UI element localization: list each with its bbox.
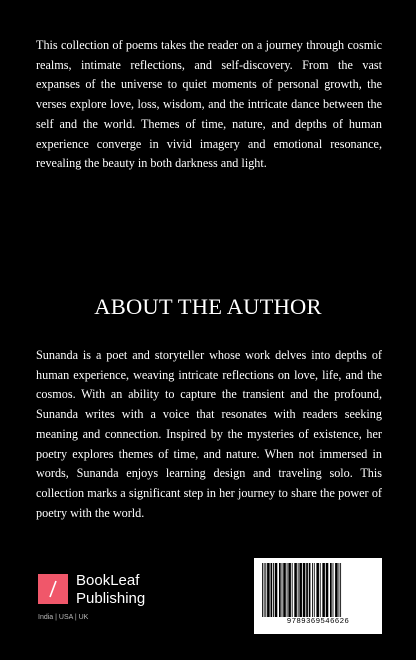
barcode-bar [316,563,319,617]
barcode-bar [283,563,286,617]
barcode-bar [333,563,334,617]
slash-icon [38,574,68,604]
barcode-bar [309,563,311,617]
barcode-bar [275,563,278,617]
barcode-bar [292,563,293,617]
barcode-bars [260,563,376,617]
barcode-bar [299,563,302,617]
barcode-bar [298,563,299,617]
author-bio: Sunanda is a poet and storyteller whose work delves into depths of human experience, weaving intricate reflections on love, life, and the cosmos. With an ability to capture the transient and the profound, Sunanda writes with a voice that resonates with readers seeking meaning and connection. Inspired by the mysteries of existence, her poetry explores themes of time, and nature. When not immersed in words, Sunanda enjoys learning design and traveling solo. This collection marks a significant step in her journey to share the power of poetry with the world. [36,348,382,520]
barcode-bar [330,563,332,617]
barcode-bar [335,563,338,617]
barcode-bar [294,563,297,617]
barcode-bar [288,563,291,617]
isbn-barcode [254,558,382,634]
barcode-bar [303,563,306,617]
barcode-bar [314,563,315,617]
barcode-bar [282,563,283,617]
publisher-name-line1: BookLeaf [76,572,140,589]
barcode-bar [273,563,274,617]
barcode-bar [287,563,288,617]
barcode-bar [340,563,341,617]
publisher-regions: India | USA | UK [38,614,89,621]
barcode-bar [326,563,329,617]
publisher-name-line2: Publishing [76,590,146,607]
barcode-bar [312,563,313,617]
barcode-bar [265,563,266,617]
barcode-bar [271,563,273,617]
barcode-bar [267,563,270,617]
barcode-bar [279,563,281,617]
barcode-bar [339,563,340,617]
barcode-bar [306,563,308,617]
barcode-bar [320,563,321,617]
book-blurb: This collection of poems takes the reader on a journey through cosmic realms, intimate reflections, and self-discovery. From the vast expanses of the universe to quiet moments of personal growth, the verses explore love, loss, wisdom, and the intricate dance between the self and the world. Themes of time, nature, and depths of human experience converge in vivid imagery and emotional resonance, revealing the beauty in both darkness and light. [36,38,382,171]
isbn-number: 9789369546626 [286,618,350,626]
publisher-logo [38,574,188,634]
barcode-bar [262,563,263,617]
barcode-bar [264,563,265,617]
about-author-heading: ABOUT THE AUTHOR [94,294,322,319]
barcode-bar [322,563,325,617]
